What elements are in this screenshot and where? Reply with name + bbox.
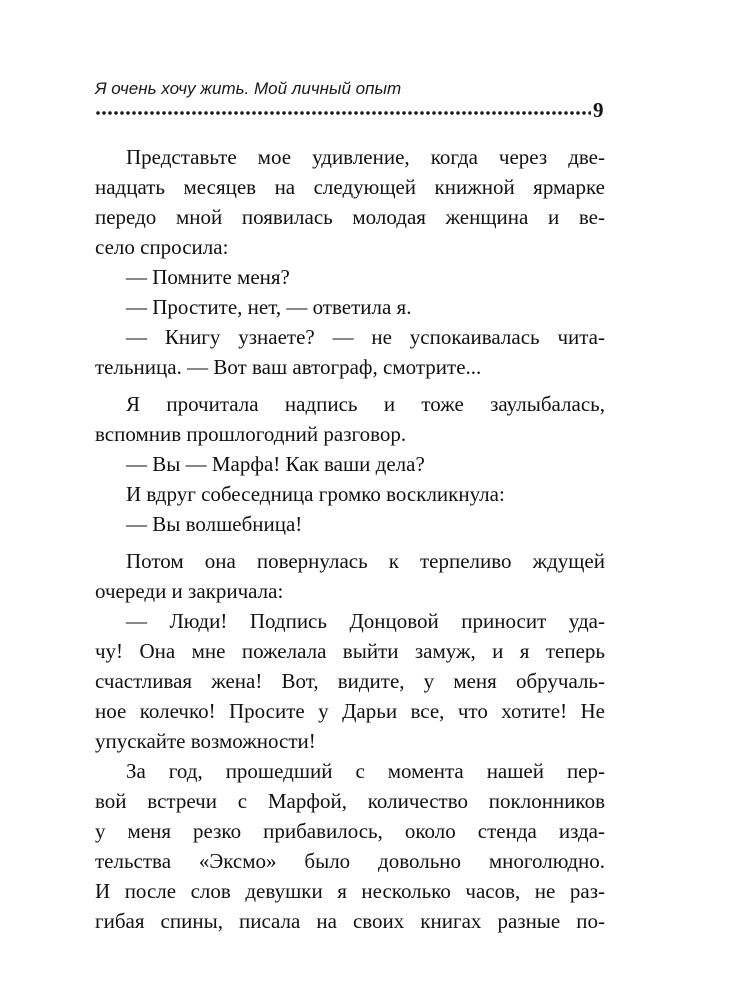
running-title: Я очень хочу жить. Мой личный опыт xyxy=(95,79,402,98)
text-line: надцать месяцев на следующей книжной ярмарке xyxy=(95,175,605,199)
text-line: И после слов девушки я несколько часов, не раз- xyxy=(95,879,605,903)
text-line: передо мной появилась молодая женщина и ве- xyxy=(95,205,605,229)
text-line: очереди и закричала: xyxy=(95,579,284,603)
text-line: вой встречи с Марфой, количество поклонников xyxy=(95,789,605,813)
text-line: — Помните меня? xyxy=(126,265,290,289)
text-line: у меня резко прибавилось, около стенда изда- xyxy=(95,819,605,843)
text-line: — Люди! Подпись Донцовой приносит уда- xyxy=(126,609,605,633)
text-line: счастливая жена! Вот, видите, у меня обручаль- xyxy=(95,669,605,693)
text-line: — Вы волшебница! xyxy=(126,512,303,536)
text-line: тельница. — Вот ваш автограф, смотрите... xyxy=(95,355,482,379)
text-line: И вдруг собеседница громко воскликнула: xyxy=(126,482,505,506)
text-line: За год, прошедший с момента нашей пер- xyxy=(126,759,605,783)
paragraph-gap xyxy=(95,382,605,389)
dot-leader xyxy=(95,110,591,116)
paragraph-gap xyxy=(95,539,605,546)
text-line: тельства «Эксмо» было довольно многолюдно. xyxy=(95,849,605,873)
text-line: чу! Она мне пожелала выйти замуж, и я теперь xyxy=(95,639,605,663)
text-line: — Вы — Марфа! Как ваши дела? xyxy=(126,452,425,476)
page-number: 9 xyxy=(593,98,604,122)
text-line: село спросила: xyxy=(95,235,229,259)
text-line: Я прочитала надпись и тоже заулыбалась, xyxy=(126,392,605,416)
text-line: — Книгу узнаете? — не успокаивалась чита- xyxy=(126,325,605,349)
text-line: Потом она повернулась к терпеливо ждущей xyxy=(126,549,605,573)
running-header xyxy=(95,78,615,126)
text-line: — Простите, нет, — ответила я. xyxy=(126,295,412,319)
text-line: ное колечко! Просите у Дарьи все, что хотите! Не xyxy=(95,699,605,723)
text-line: вспомнив прошлогодний разговор. xyxy=(95,422,407,446)
text-line: Представьте мое удивление, когда через две- xyxy=(126,145,605,169)
text-line: упускайте возможности! xyxy=(95,729,316,753)
body-text xyxy=(95,142,605,936)
text-line: гибая спины, писала на своих книгах разные по- xyxy=(95,909,605,933)
